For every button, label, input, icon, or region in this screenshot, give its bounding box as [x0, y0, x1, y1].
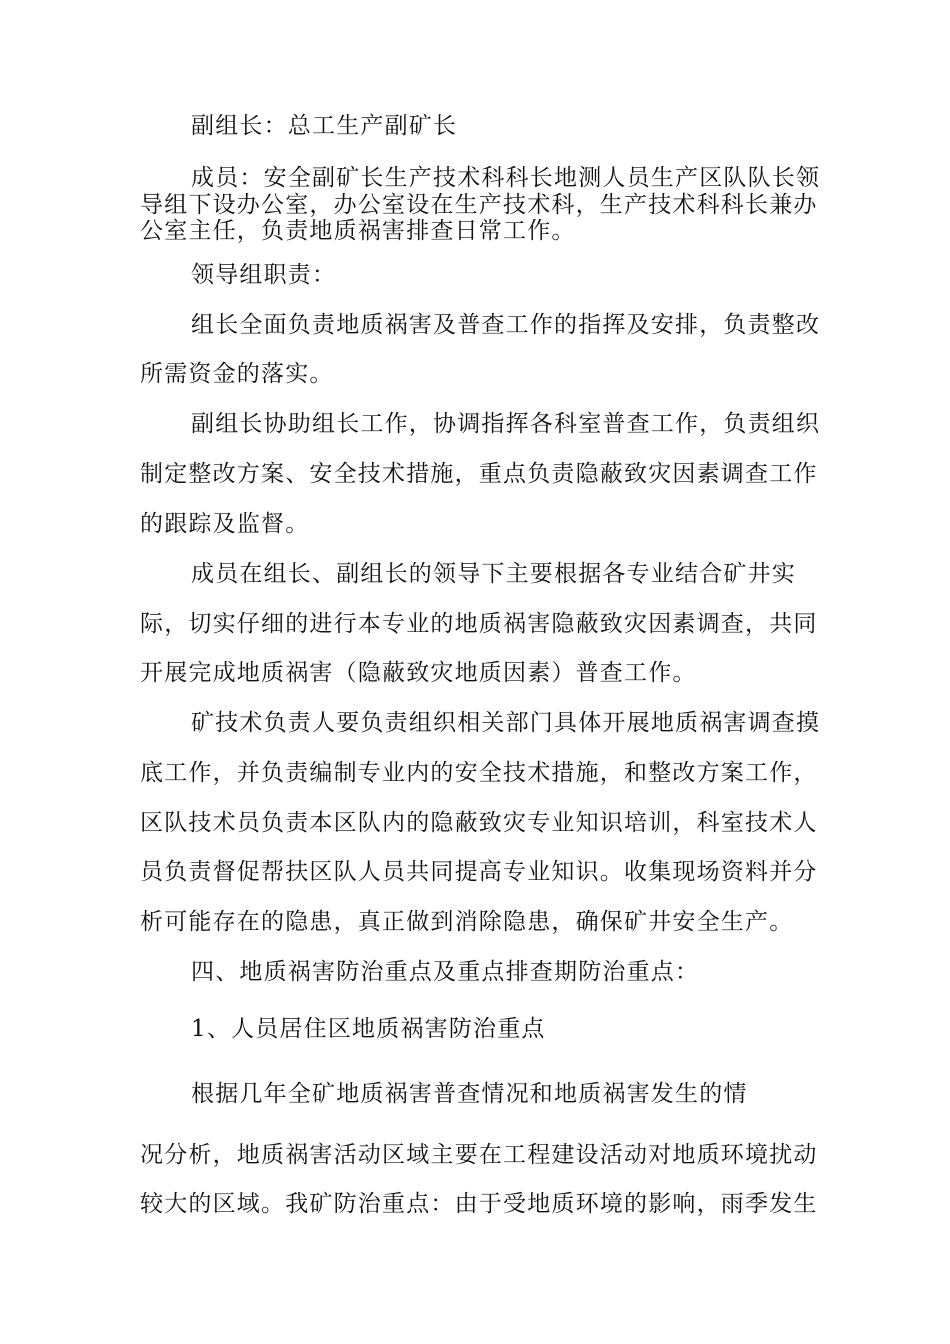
text-line: 制定整改方案、安全技术措施，重点负责隐蔽致灾因素调查工作: [140, 461, 818, 487]
text-line: 开展完成地质祸害（隐蔽致灾地质因素）普查工作。: [140, 660, 697, 686]
text-line: 组长全面负责地质祸害及普查工作的指挥及安排，负责整改: [191, 312, 821, 338]
text-line: 根据几年全矿地质祸害普查情况和地质祸害发生的情: [191, 1081, 748, 1107]
text-line: 副组长：总工生产副矿长: [191, 113, 458, 139]
text-line: 较大的区域。我矿防治重点：由于受地质环境的影响，雨季发生: [140, 1191, 818, 1217]
text-line: 公室主任，负责地质祸害排查日常工作。: [140, 218, 576, 244]
text-line: 区队技术员负责本区队内的隐蔽致灾专业知识培训，科室技术人: [140, 810, 818, 836]
text-line: 员负责督促帮扶区队人员共同提高专业知识。收集现场资料并分: [140, 859, 818, 885]
text-line: 况分析，地质祸害活动区域主要在工程建设活动对地质环境扰动: [140, 1142, 818, 1168]
text-line: 的跟踪及监督。: [140, 511, 310, 537]
text-line: 1、人员居住区地质祸害防治重点: [191, 1016, 546, 1042]
text-line: 四、地质祸害防治重点及重点排查期防治重点：: [191, 959, 700, 985]
text-line: 所需资金的落实。: [140, 361, 334, 387]
text-line: 底工作，并负责编制专业内的安全技术措施，和整改方案工作，: [140, 760, 818, 786]
text-line: 成员：安全副矿长生产技术科科长地测人员生产区队队长领: [191, 165, 821, 191]
text-line: 副组长协助组长工作，协调指挥各科室普查工作，负责组织: [191, 411, 821, 437]
text-line: 际，切实仔细的进行本专业的地质祸害隐蔽致灾因素调查，共同: [140, 611, 818, 637]
text-line: 导组下设办公室，办公室设在生产技术科，生产技术科科长兼办: [140, 192, 818, 218]
text-line: 析可能存在的隐患，真正做到消除隐患，确保矿井安全生产。: [140, 909, 794, 935]
text-line: 矿技术负责人要负责组织相关部门具体开展地质祸害调查摸: [191, 710, 821, 736]
text-line: 成员在组长、副组长的领导下主要根据各专业结合矿井实: [191, 561, 796, 587]
text-line: 领导组职责：: [191, 262, 337, 288]
